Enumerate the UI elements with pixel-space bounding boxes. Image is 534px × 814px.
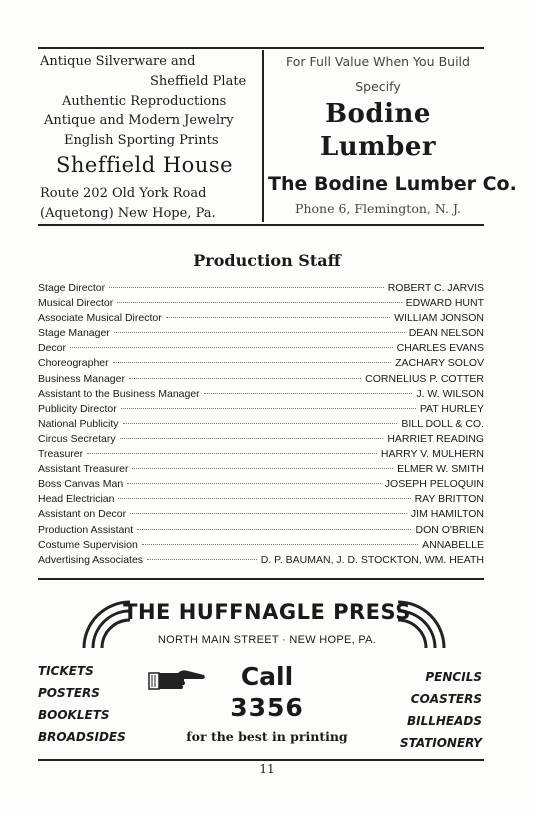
bodine-line-2: Specify bbox=[355, 79, 401, 94]
top-rule bbox=[38, 47, 484, 49]
service-item: POSTERS bbox=[38, 686, 100, 700]
staff-person: DEAN NELSON bbox=[408, 327, 484, 340]
staff-role: Stage Manager bbox=[38, 327, 110, 340]
staff-role: Production Assistant bbox=[38, 523, 134, 536]
bodine-phone: Phone 6, Flemington, N. J. bbox=[295, 201, 461, 216]
staff-row bbox=[38, 326, 484, 341]
bodine-line-1: For Full Value When You Build bbox=[286, 54, 470, 69]
sheffield-line-3: Authentic Reproductions bbox=[62, 94, 227, 109]
sheffield-line-2: Sheffield Plate bbox=[150, 74, 247, 89]
staff-person: ROBERT C. JARVIS bbox=[387, 282, 484, 294]
service-item: TICKETS bbox=[38, 664, 94, 678]
staff-person: D. P. BAUMAN, J. D. STOCKTON, WM. HEATH bbox=[260, 553, 484, 566]
sheffield-house-ad bbox=[38, 52, 250, 222]
service-item: BROADSIDES bbox=[38, 730, 126, 744]
staff-row bbox=[38, 372, 484, 387]
call-label: Call bbox=[240, 662, 294, 691]
dot-leader bbox=[117, 302, 401, 303]
staff-role: Advertising Associates bbox=[38, 553, 144, 566]
staff-row bbox=[38, 296, 484, 311]
staff-person: BILL DOLL & CO. bbox=[401, 417, 484, 430]
staff-row bbox=[38, 402, 484, 417]
sheffield-address-1: Route 202 Old York Road bbox=[40, 186, 207, 201]
staff-role: National Publicity bbox=[38, 417, 119, 430]
staff-role: Decor bbox=[38, 342, 67, 355]
call-number: 3356 bbox=[230, 693, 304, 722]
staff-person: CORNELIUS P. COTTER bbox=[365, 372, 484, 385]
staff-role: Costume Supervision bbox=[38, 538, 138, 551]
staff-role: Circus Secretary bbox=[38, 432, 116, 445]
bodine-brand-line-2: Lumber bbox=[319, 132, 437, 162]
staff-row bbox=[38, 311, 484, 326]
staff-role: Associate Musical Director bbox=[38, 312, 162, 325]
huffnagle-press-address: NORTH MAIN STREET · NEW HOPE, PA. bbox=[157, 634, 377, 646]
staff-person: PAT HURLEY bbox=[419, 402, 484, 415]
staff-row bbox=[38, 538, 484, 553]
dot-leader bbox=[113, 362, 391, 363]
staff-person: WILLIAM JONSON bbox=[394, 312, 484, 325]
dot-leader bbox=[114, 332, 405, 333]
service-item: BILLHEADS bbox=[406, 714, 482, 728]
production-staff-list bbox=[38, 281, 484, 568]
dot-leader bbox=[137, 529, 411, 530]
staff-person: DON O'BRIEN bbox=[415, 523, 484, 536]
staff-role: Boss Canvas Man bbox=[38, 478, 124, 491]
staff-role: Publicity Director bbox=[38, 402, 117, 415]
staff-row bbox=[38, 553, 484, 568]
dot-leader bbox=[130, 513, 407, 514]
bodine-company-name: The Bodine Lumber Co. bbox=[268, 173, 517, 195]
staff-role: Stage Director bbox=[38, 282, 106, 294]
staff-row bbox=[38, 447, 484, 462]
staff-role: Treasurer bbox=[38, 448, 84, 461]
service-item: COASTERS bbox=[410, 692, 482, 706]
staff-bottom-rule bbox=[38, 578, 484, 580]
bodine-lumber-ad bbox=[268, 52, 517, 222]
dot-leader bbox=[142, 544, 418, 545]
staff-row bbox=[38, 356, 484, 371]
sheffield-address-2: (Aquetong) New Hope, Pa. bbox=[40, 206, 216, 221]
staff-row bbox=[38, 417, 484, 432]
staff-role: Assistant Treasurer bbox=[38, 463, 129, 476]
dot-leader bbox=[166, 317, 390, 318]
sheffield-house-name: Sheffield House bbox=[56, 153, 234, 177]
service-item: PENCILS bbox=[425, 670, 482, 684]
sheffield-line-1: Antique Silverware and bbox=[40, 54, 196, 69]
staff-person: EDWARD HUNT bbox=[405, 297, 484, 310]
staff-role: Choreographer bbox=[38, 357, 109, 370]
dot-leader bbox=[132, 468, 393, 469]
staff-role: Business Manager bbox=[38, 372, 125, 385]
staff-row bbox=[38, 492, 484, 507]
staff-row bbox=[38, 432, 484, 447]
dot-leader bbox=[70, 347, 393, 348]
huffnagle-press-title: THE HUFFNAGLE PRESS bbox=[123, 600, 411, 624]
staff-row bbox=[38, 523, 484, 538]
dot-leader bbox=[109, 287, 384, 288]
dot-leader bbox=[147, 559, 257, 560]
footer-rule bbox=[38, 759, 484, 761]
dot-leader bbox=[121, 408, 416, 409]
staff-person: ANNABELLE bbox=[422, 538, 484, 551]
staff-person: JIM HAMILTON bbox=[410, 508, 484, 521]
service-item: BOOKLETS bbox=[38, 708, 110, 722]
dot-leader bbox=[118, 498, 410, 499]
sheffield-line-5: English Sporting Prints bbox=[64, 133, 219, 148]
staff-person: J. W. WILSON bbox=[416, 387, 484, 400]
staff-role: Assistant on Decor bbox=[38, 508, 127, 521]
staff-person: JOSEPH PELOQUIN bbox=[384, 478, 484, 491]
staff-person: CHARLES EVANS bbox=[396, 342, 484, 355]
dot-leader bbox=[129, 378, 361, 379]
service-item: STATIONERY bbox=[400, 736, 482, 750]
staff-person: ZACHARY SOLOV bbox=[395, 357, 484, 370]
ad-divider bbox=[262, 50, 264, 222]
dot-leader bbox=[120, 438, 384, 439]
page-number: 11 bbox=[259, 762, 275, 776]
sheffield-line-4: Antique and Modern Jewelry bbox=[44, 113, 234, 128]
staff-person: HARRY V. MULHERN bbox=[380, 448, 484, 461]
dot-leader bbox=[87, 453, 377, 454]
staff-role: Assistant to the Business Manager bbox=[38, 387, 200, 400]
staff-row bbox=[38, 462, 484, 477]
ads-bottom-rule bbox=[38, 224, 484, 226]
dot-leader bbox=[127, 483, 381, 484]
staff-role: Head Electrician bbox=[38, 493, 115, 506]
staff-row bbox=[38, 281, 484, 296]
staff-person: HARRIET READING bbox=[387, 432, 484, 445]
dot-leader bbox=[123, 423, 398, 424]
staff-role: Musical Director bbox=[38, 297, 114, 310]
dot-leader bbox=[204, 393, 413, 394]
production-staff-title: Production Staff bbox=[193, 251, 341, 270]
staff-row bbox=[38, 477, 484, 492]
bodine-brand-line-1: Bodine bbox=[325, 99, 431, 129]
staff-row bbox=[38, 387, 484, 402]
press-tagline: for the best in printing bbox=[186, 729, 348, 744]
staff-person: RAY BRITTON bbox=[414, 493, 484, 506]
staff-person: ELMER W. SMITH bbox=[397, 463, 484, 476]
staff-row bbox=[38, 341, 484, 356]
staff-row bbox=[38, 507, 484, 522]
